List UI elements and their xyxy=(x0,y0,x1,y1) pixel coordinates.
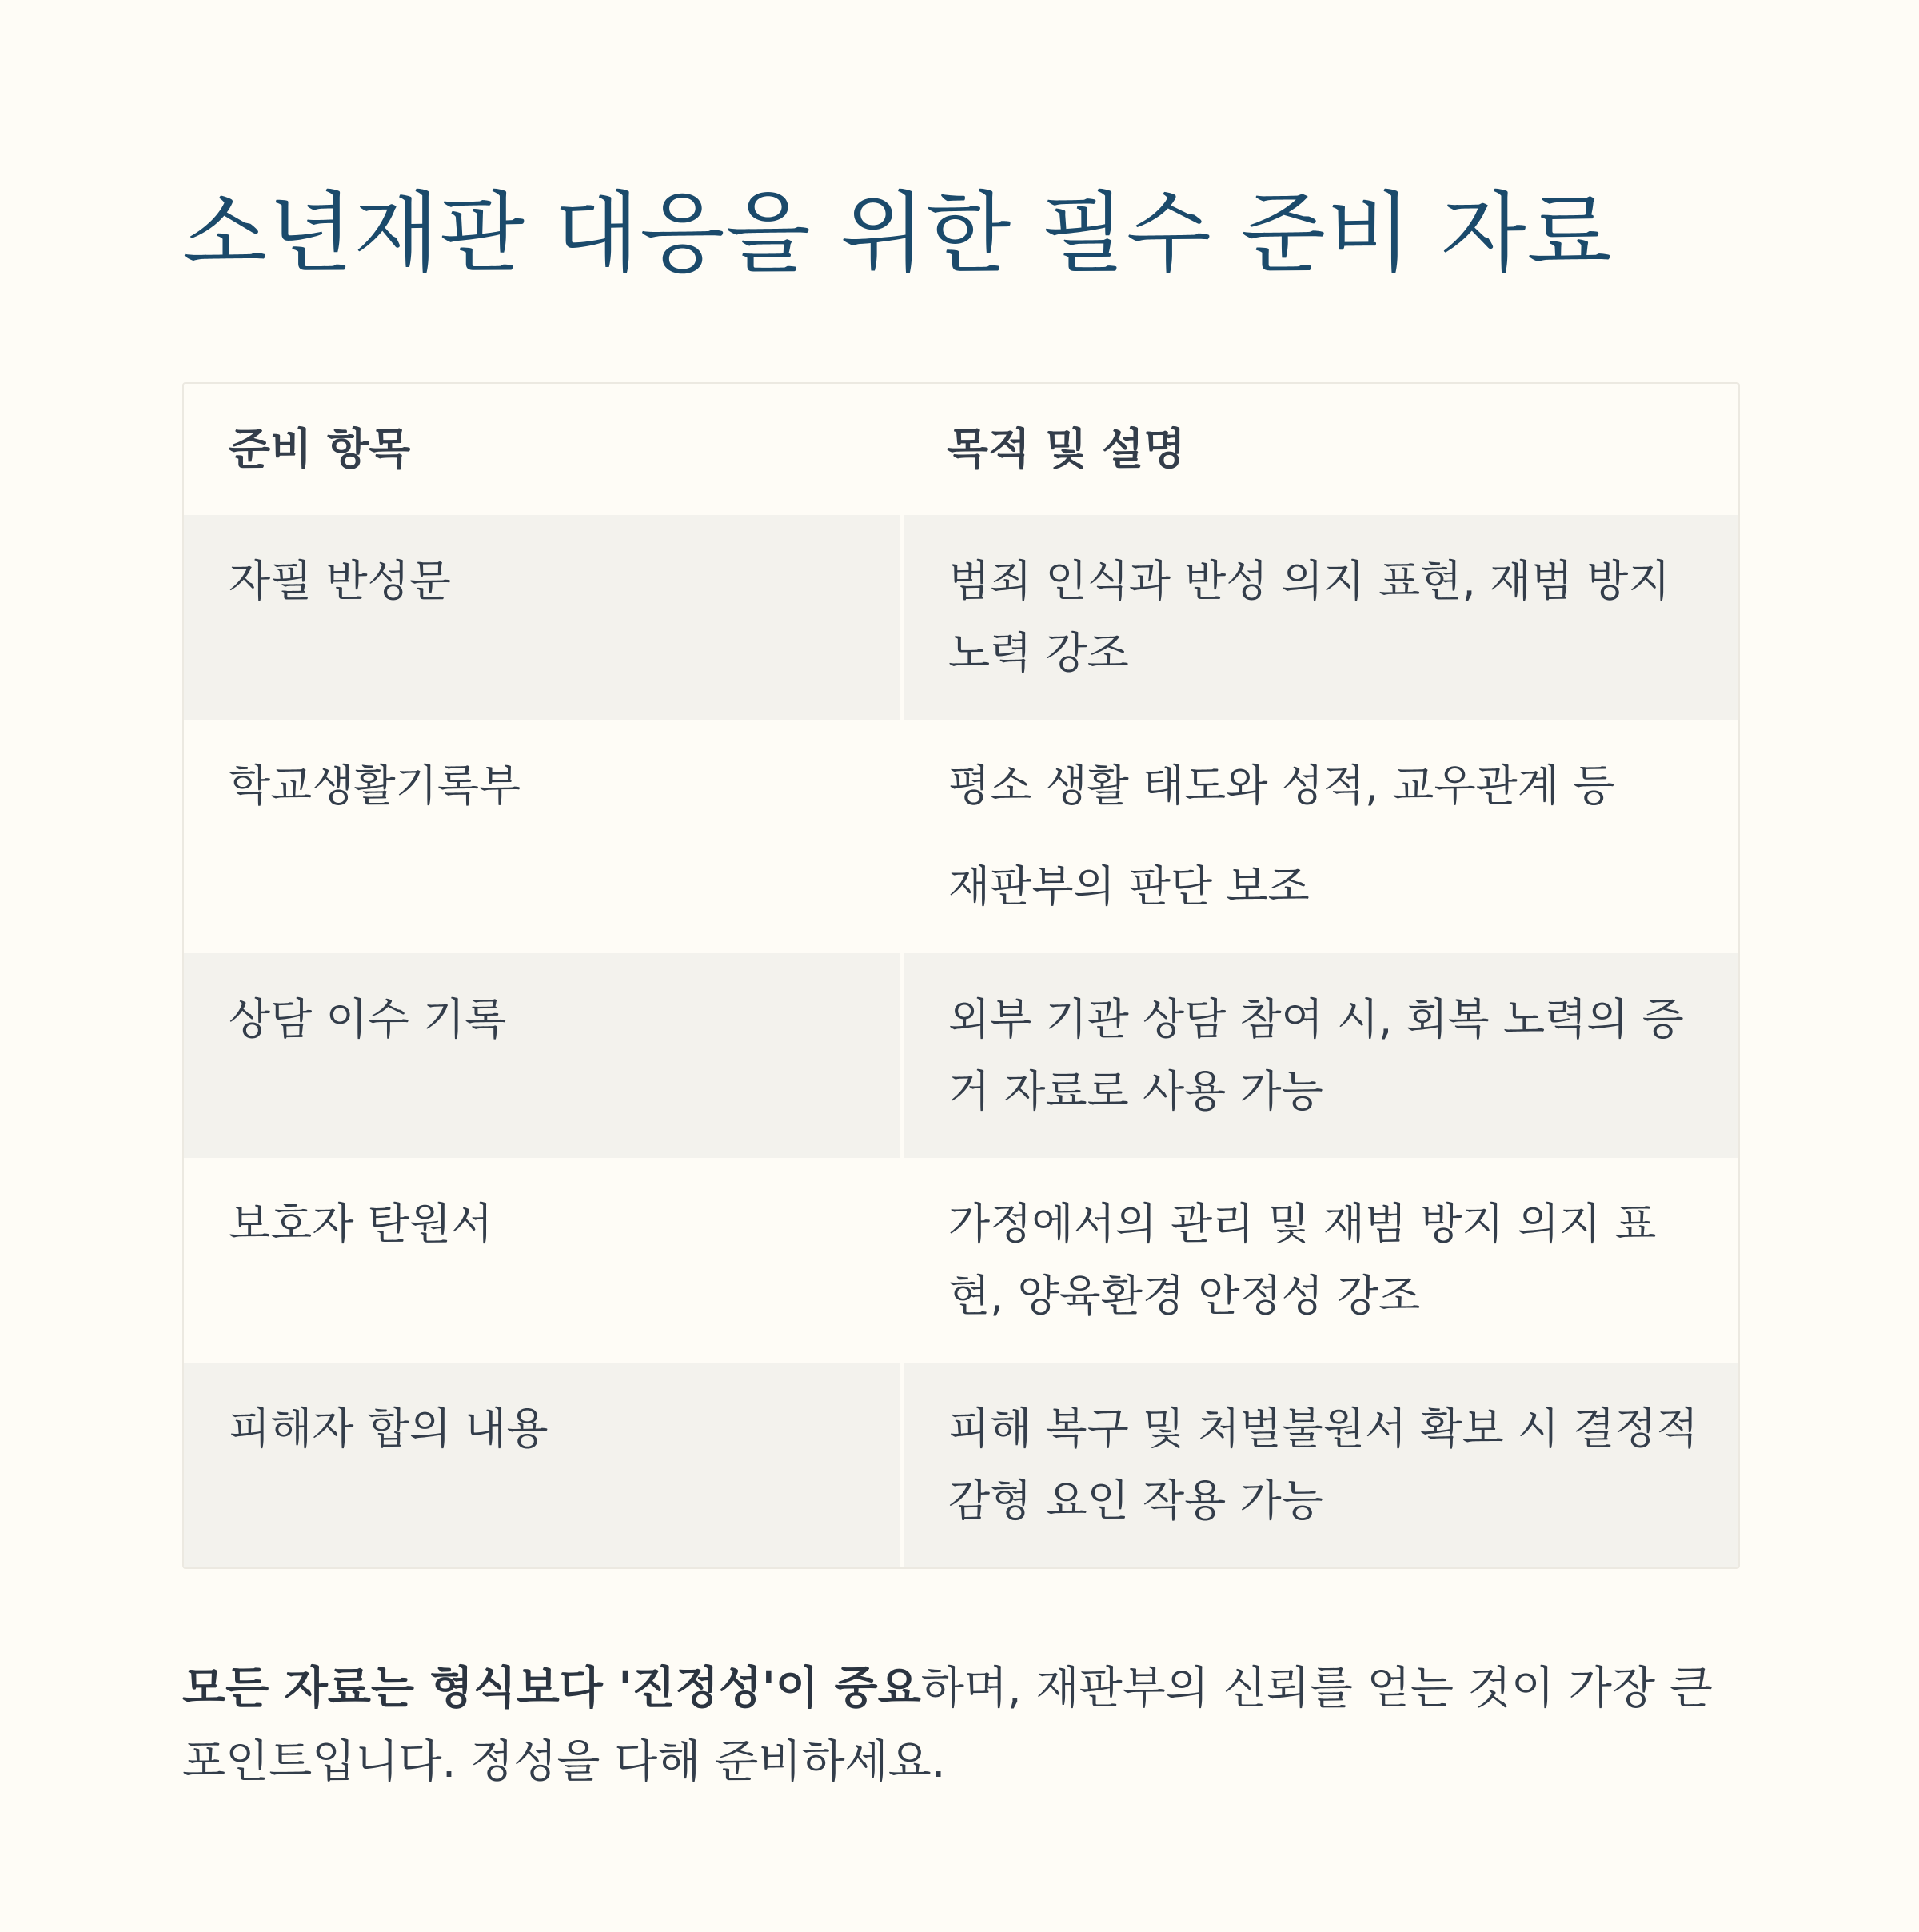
row-description xyxy=(902,1158,1738,1363)
row-item: 피해자 합의 내용 xyxy=(184,1363,902,1567)
row-item: 학교생활기록부 xyxy=(184,720,902,953)
row-item: 자필 반성문 xyxy=(184,515,902,720)
row-description xyxy=(902,953,1738,1158)
row-item: 상담 이수 기록 xyxy=(184,953,902,1158)
table-header-row xyxy=(184,384,1738,515)
page-title: 소년재판 대응을 위한 필수 준비 자료 xyxy=(182,182,1613,285)
header-item: 준비 항목 xyxy=(184,384,902,515)
table-row xyxy=(184,720,1738,953)
table-row xyxy=(184,1363,1738,1567)
preparation-table xyxy=(182,382,1740,1569)
row-description xyxy=(902,720,1738,953)
description-line: 평소 생활 태도와 성적, 교우관계 등 xyxy=(948,760,1615,811)
table-row xyxy=(184,1158,1738,1363)
description-line: 범죄 인식과 반성 의지 표현, 재범 방지 노력 강조 xyxy=(948,556,1670,678)
footer-text: 하며, 재판부의 신뢰를 얻는 것이 가장 큰 포인트입니다. 정성을 다해 준비하세요. xyxy=(182,1663,1713,1788)
page xyxy=(182,0,1738,1788)
footer-emphasis: 모든 자료는 형식보다 '진정성'이 중요 xyxy=(182,1663,921,1714)
table-row xyxy=(184,953,1738,1158)
header-description: 목적 및 설명 xyxy=(902,384,1738,515)
description-line: 가정에서의 관리 및 재범 방지 의지 표현, 양육환경 안정성 강조 xyxy=(948,1199,1657,1321)
description-line: 재판부의 판단 보조 xyxy=(948,861,1310,912)
description-line: 피해 복구 및 처벌불원서 확보 시 결정적 감형 요인 작용 가능 xyxy=(948,1403,1698,1526)
footer-note xyxy=(182,1652,1738,1799)
row-item: 보호자 탄원서 xyxy=(184,1158,902,1363)
description-line: 외부 기관 상담 참여 시, 회복 노력의 증거 자료로 사용 가능 xyxy=(948,994,1684,1116)
row-description xyxy=(902,515,1738,720)
table-row xyxy=(184,515,1738,720)
row-description xyxy=(902,1363,1738,1567)
